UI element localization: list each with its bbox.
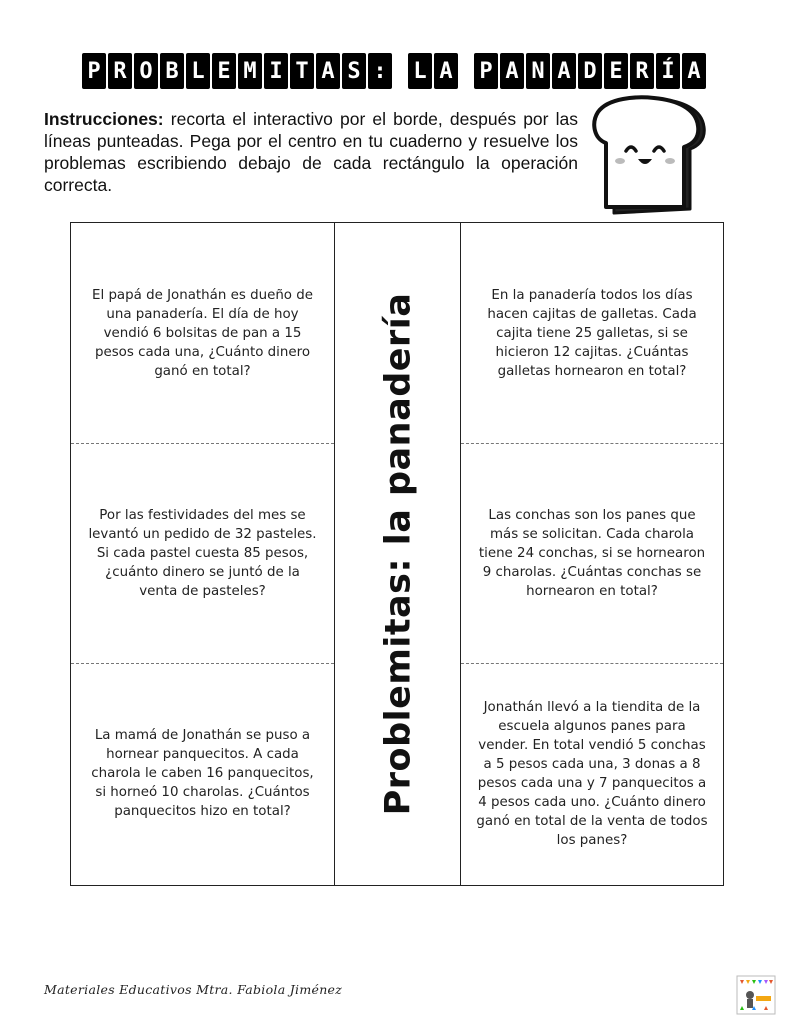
title-letter: N — [526, 53, 550, 89]
kawaii-toast-icon — [592, 95, 710, 220]
title-letter: L — [408, 53, 432, 89]
title-letter: I — [264, 53, 288, 89]
title-letter: P — [82, 53, 106, 89]
title-letter: Í — [656, 53, 680, 89]
title-letter: O — [134, 53, 158, 89]
title-letter: : — [368, 53, 392, 89]
title-letter: D — [578, 53, 602, 89]
title-letter: R — [630, 53, 654, 89]
page-title — [0, 50, 788, 92]
interactive-grid — [70, 222, 724, 886]
problem-card: En la panadería todos los días hacen cajitas de galletas. Cada cajita tiene 25 galletas, si se hicieron 12 cajitas. ¿Cuántas galletas hornearon en total? — [487, 287, 697, 379]
title-space — [460, 53, 472, 89]
title-letter: A — [552, 53, 576, 89]
title-letter: P — [474, 53, 498, 89]
title-letter: A — [500, 53, 524, 89]
title-space — [394, 53, 406, 89]
author-credit: Materiales Educativos Mtra. Fabiola Jiménez — [44, 982, 343, 997]
center-title — [335, 223, 461, 884]
instructions-text: recorta el interactivo por el borde, después por las líneas punteadas. Pega por el centro en tu cuaderno y resuelve los problemas escribiendo debajo de cada rectángulo la operación correcta. — [44, 109, 578, 195]
title-letter: L — [186, 53, 210, 89]
author-logo-icon — [736, 975, 776, 1015]
title-letter: S — [342, 53, 366, 89]
title-letter: A — [434, 53, 458, 89]
title-letter: E — [604, 53, 628, 89]
title-letter: M — [238, 53, 262, 89]
instructions — [44, 108, 578, 196]
title-letter: E — [212, 53, 236, 89]
center-title-text: Problemitas: la panadería — [378, 292, 419, 815]
instructions-label: Instrucciones: — [44, 109, 164, 129]
problem-card: Jonathán llevó a la tiendita de la escuela algunos panes para vender. En total vendió 5 conchas a 5 pesos cada una, 3 donas a 8 pesos cada una y 7 panquecitos a 4 pesos cada uno. ¿Cuánto dinero ganó en total de la venta de todos los panes? — [476, 699, 708, 848]
title-letter: A — [316, 53, 340, 89]
title-letter: T — [290, 53, 314, 89]
title-letter: B — [160, 53, 184, 89]
problem-card: Las conchas son los panes que más se solicitan. Cada charola tiene 24 conchas, si se hornearon 9 charolas. ¿Cuántas conchas se hornearon en total? — [478, 507, 706, 599]
title-letter: R — [108, 53, 132, 89]
problem-card: Por las festividades del mes se levantó un pedido de 32 pasteles. Si cada pastel cuesta 85 pesos, ¿cuánto dinero se juntó de la venta de pasteles? — [88, 507, 317, 599]
title-letter: A — [682, 53, 706, 89]
problem-card: El papá de Jonathán es dueño de una panadería. El día de hoy vendió 6 bolsitas de pan a 15 pesos cada una, ¿Cuánto dinero ganó en total? — [92, 287, 313, 379]
problem-card: La mamá de Jonathán se puso a hornear panquecitos. A cada charola le caben 16 panquecitos, si horneó 10 charolas. ¿Cuántos panquecitos hizo en total? — [91, 728, 314, 819]
